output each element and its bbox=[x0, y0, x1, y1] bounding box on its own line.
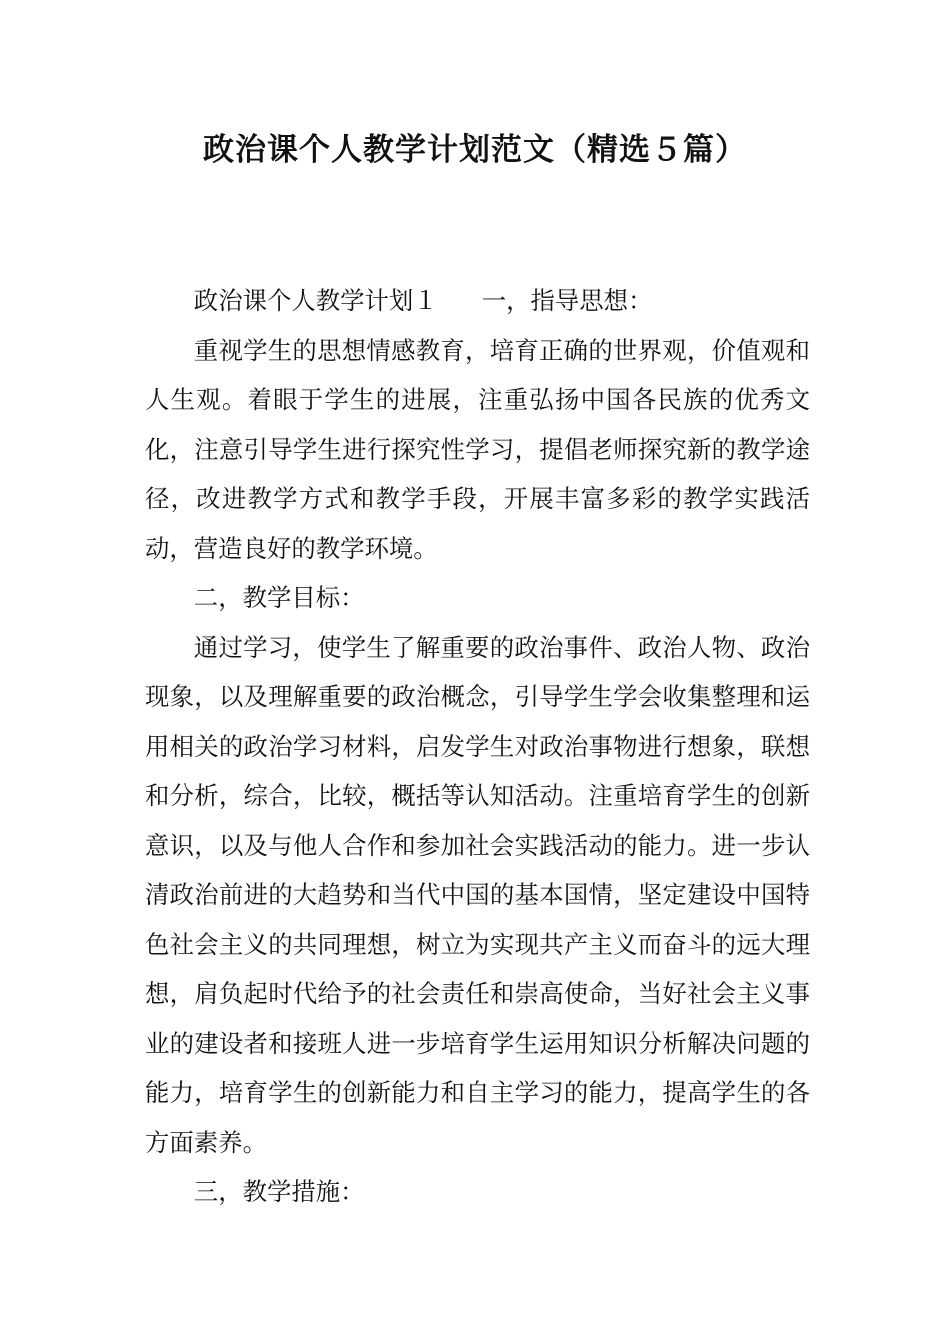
section-heading-teaching-measures: 三，教学措施： bbox=[193, 1177, 365, 1206]
paragraph-teaching-goals: 通过学习，使学生了解重要的政治事件、政治人物、政治现象，以及理解重要的政治概念，引导学生学会收集整理和运用相关的政治学习材料，启发学生对政治事物进行想象，联想和分析，综合，比较，概括等认知活动。注重培育学生的创新意识，以及与他人合作和参加社会实践活动的能力。进一步认清政治前进的大趋势和当代中国的基本国情，坚定建设中国特色社会主义的共同理想，树立为实现共产主义而奋斗的远大理想，肩负起时代给予的社会责任和崇高使命，当好社会主义事业的建设者和接班人进一步培育学生运用知识分析解决问题的能力，培育学生的创新能力和自主学习的能力，提高学生的各方面素养。 bbox=[145, 632, 810, 1157]
plan-heading: 政治课个人教学计划１ bbox=[193, 286, 438, 315]
document-body bbox=[145, 276, 810, 1217]
section-heading-teaching-goals: 二，教学目标： bbox=[193, 583, 365, 612]
document-title: 政治课个人教学计划范文（精选５篇） bbox=[203, 132, 747, 168]
section-heading-guiding-thought: 一，指导思想： bbox=[481, 286, 653, 315]
paragraph-guiding-thought: 重视学生的思想情感教育，培育正确的世界观，价值观和人生观。着眼于学生的进展，注重弘扬中国各民族的优秀文化，注意引导学生进行探究性学习，提倡老师探究新的教学途径，改进教学方式和教学手段，开展丰富多彩的教学实践活动，营造良好的教学环境。 bbox=[145, 335, 810, 563]
plan-heading-line bbox=[145, 276, 810, 326]
